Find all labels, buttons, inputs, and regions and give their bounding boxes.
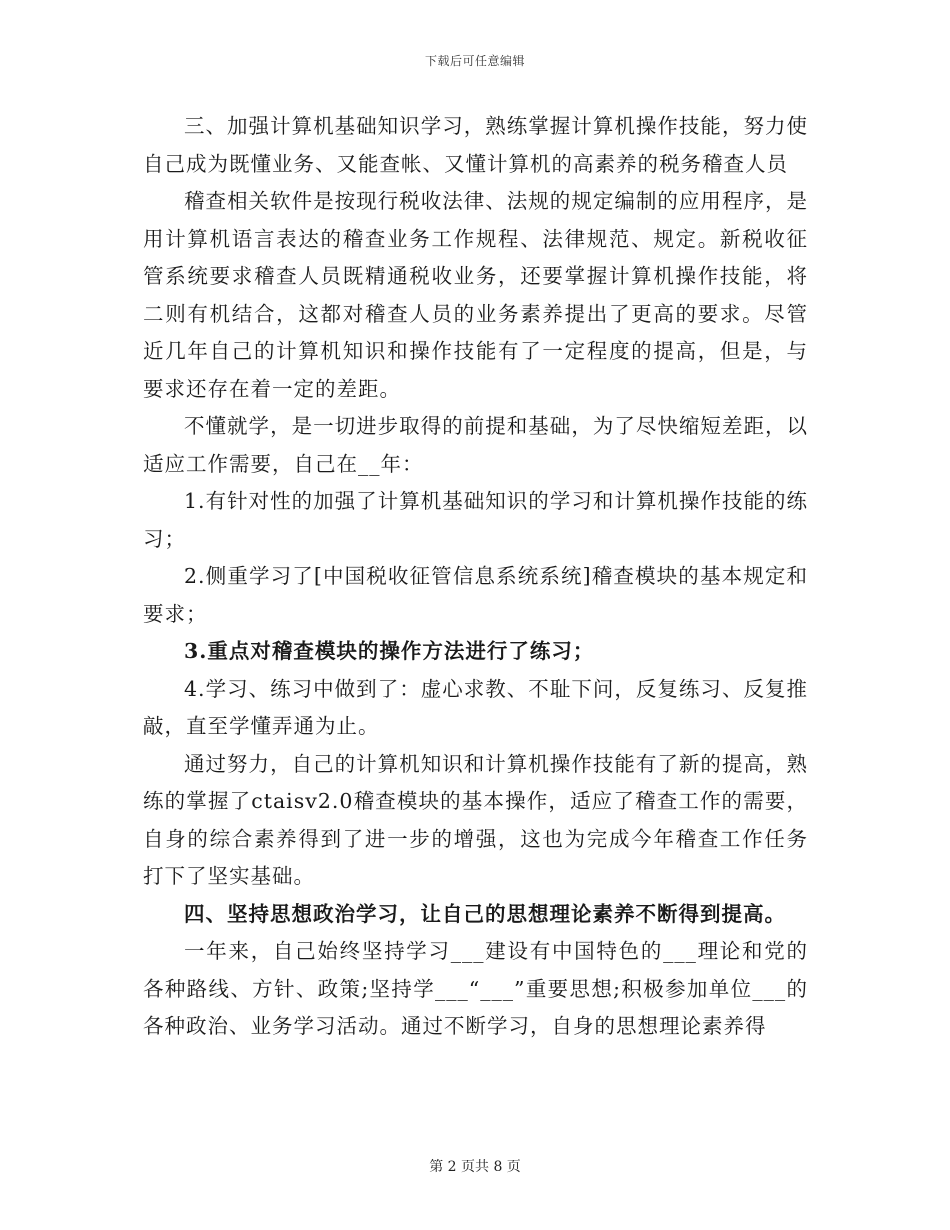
list-item-1: 1.有针对性的加强了计算机基础知识的学习和计算机操作技能的练习； [143,489,808,551]
page-header: 下载后可任意编辑 [424,54,525,68]
paragraph-software-intro: 稽查相关软件是按现行税收法律、法规的规定编制的应用程序，是用计算机语言表达的稽查业务工作规程、法律规范、规定。新税收征管系统要求稽查人员既精通税收业务，还要掌握计算机操作技能，将二则有机结合，这都对稽查人员的业务素养提出了更高的要求。尽管近几年自己的计算机知识和操作技能有了一定程度的提高，但是，与要求还存在着一定的差距。 [143,189,808,401]
paragraph-learning-intro: 不懂就学，是一切进步取得的前提和基础，为了尽快缩短差距，以适应工作需要，自己在__年： [143,414,808,476]
list-item-2: 2.侧重学习了[中国税收征管信息系统系统]稽查模块的基本规定和要求； [143,564,808,626]
document-body [143,108,808,1046]
paragraph-section-three-heading: 三、加强计算机基础知识学习，熟练掌握计算机操作技能，努力使自己成为既懂业务、又能查帐、又懂计算机的高素养的税务稽查人员 [143,114,808,176]
list-item-3: 3.重点对稽查模块的操作方法进行了练习； [184,639,595,663]
page-number: 第 2 页共 8 页 [429,1159,521,1175]
paragraph-section-four-heading: 四、坚持思想政治学习，让自己的思想理论素养不断得到提高。 [184,901,786,926]
paragraph-results: 通过努力，自己的计算机知识和计算机操作技能有了新的提高，熟练的掌握了ctaisv2.0稽查模块的基本操作，适应了稽查工作的需要，自身的综合素养得到了进一步的增强，这也为完成今年稽查工作任务打下了坚实基础。 [143,751,808,888]
paragraph-political-study: 一年来，自己始终坚持学习___建设有中国特色的___理论和党的各种路线、方针、政策;坚持学___“___”重要思想;积极参加单位___的各种政治、业务学习活动。通过不断学习，自身的思想理论素养得 [143,939,808,1038]
list-item-4: 4.学习、练习中做到了：虚心求教、不耻下问，反复练习、反复推敲，直至学懂弄通为止。 [143,676,808,738]
